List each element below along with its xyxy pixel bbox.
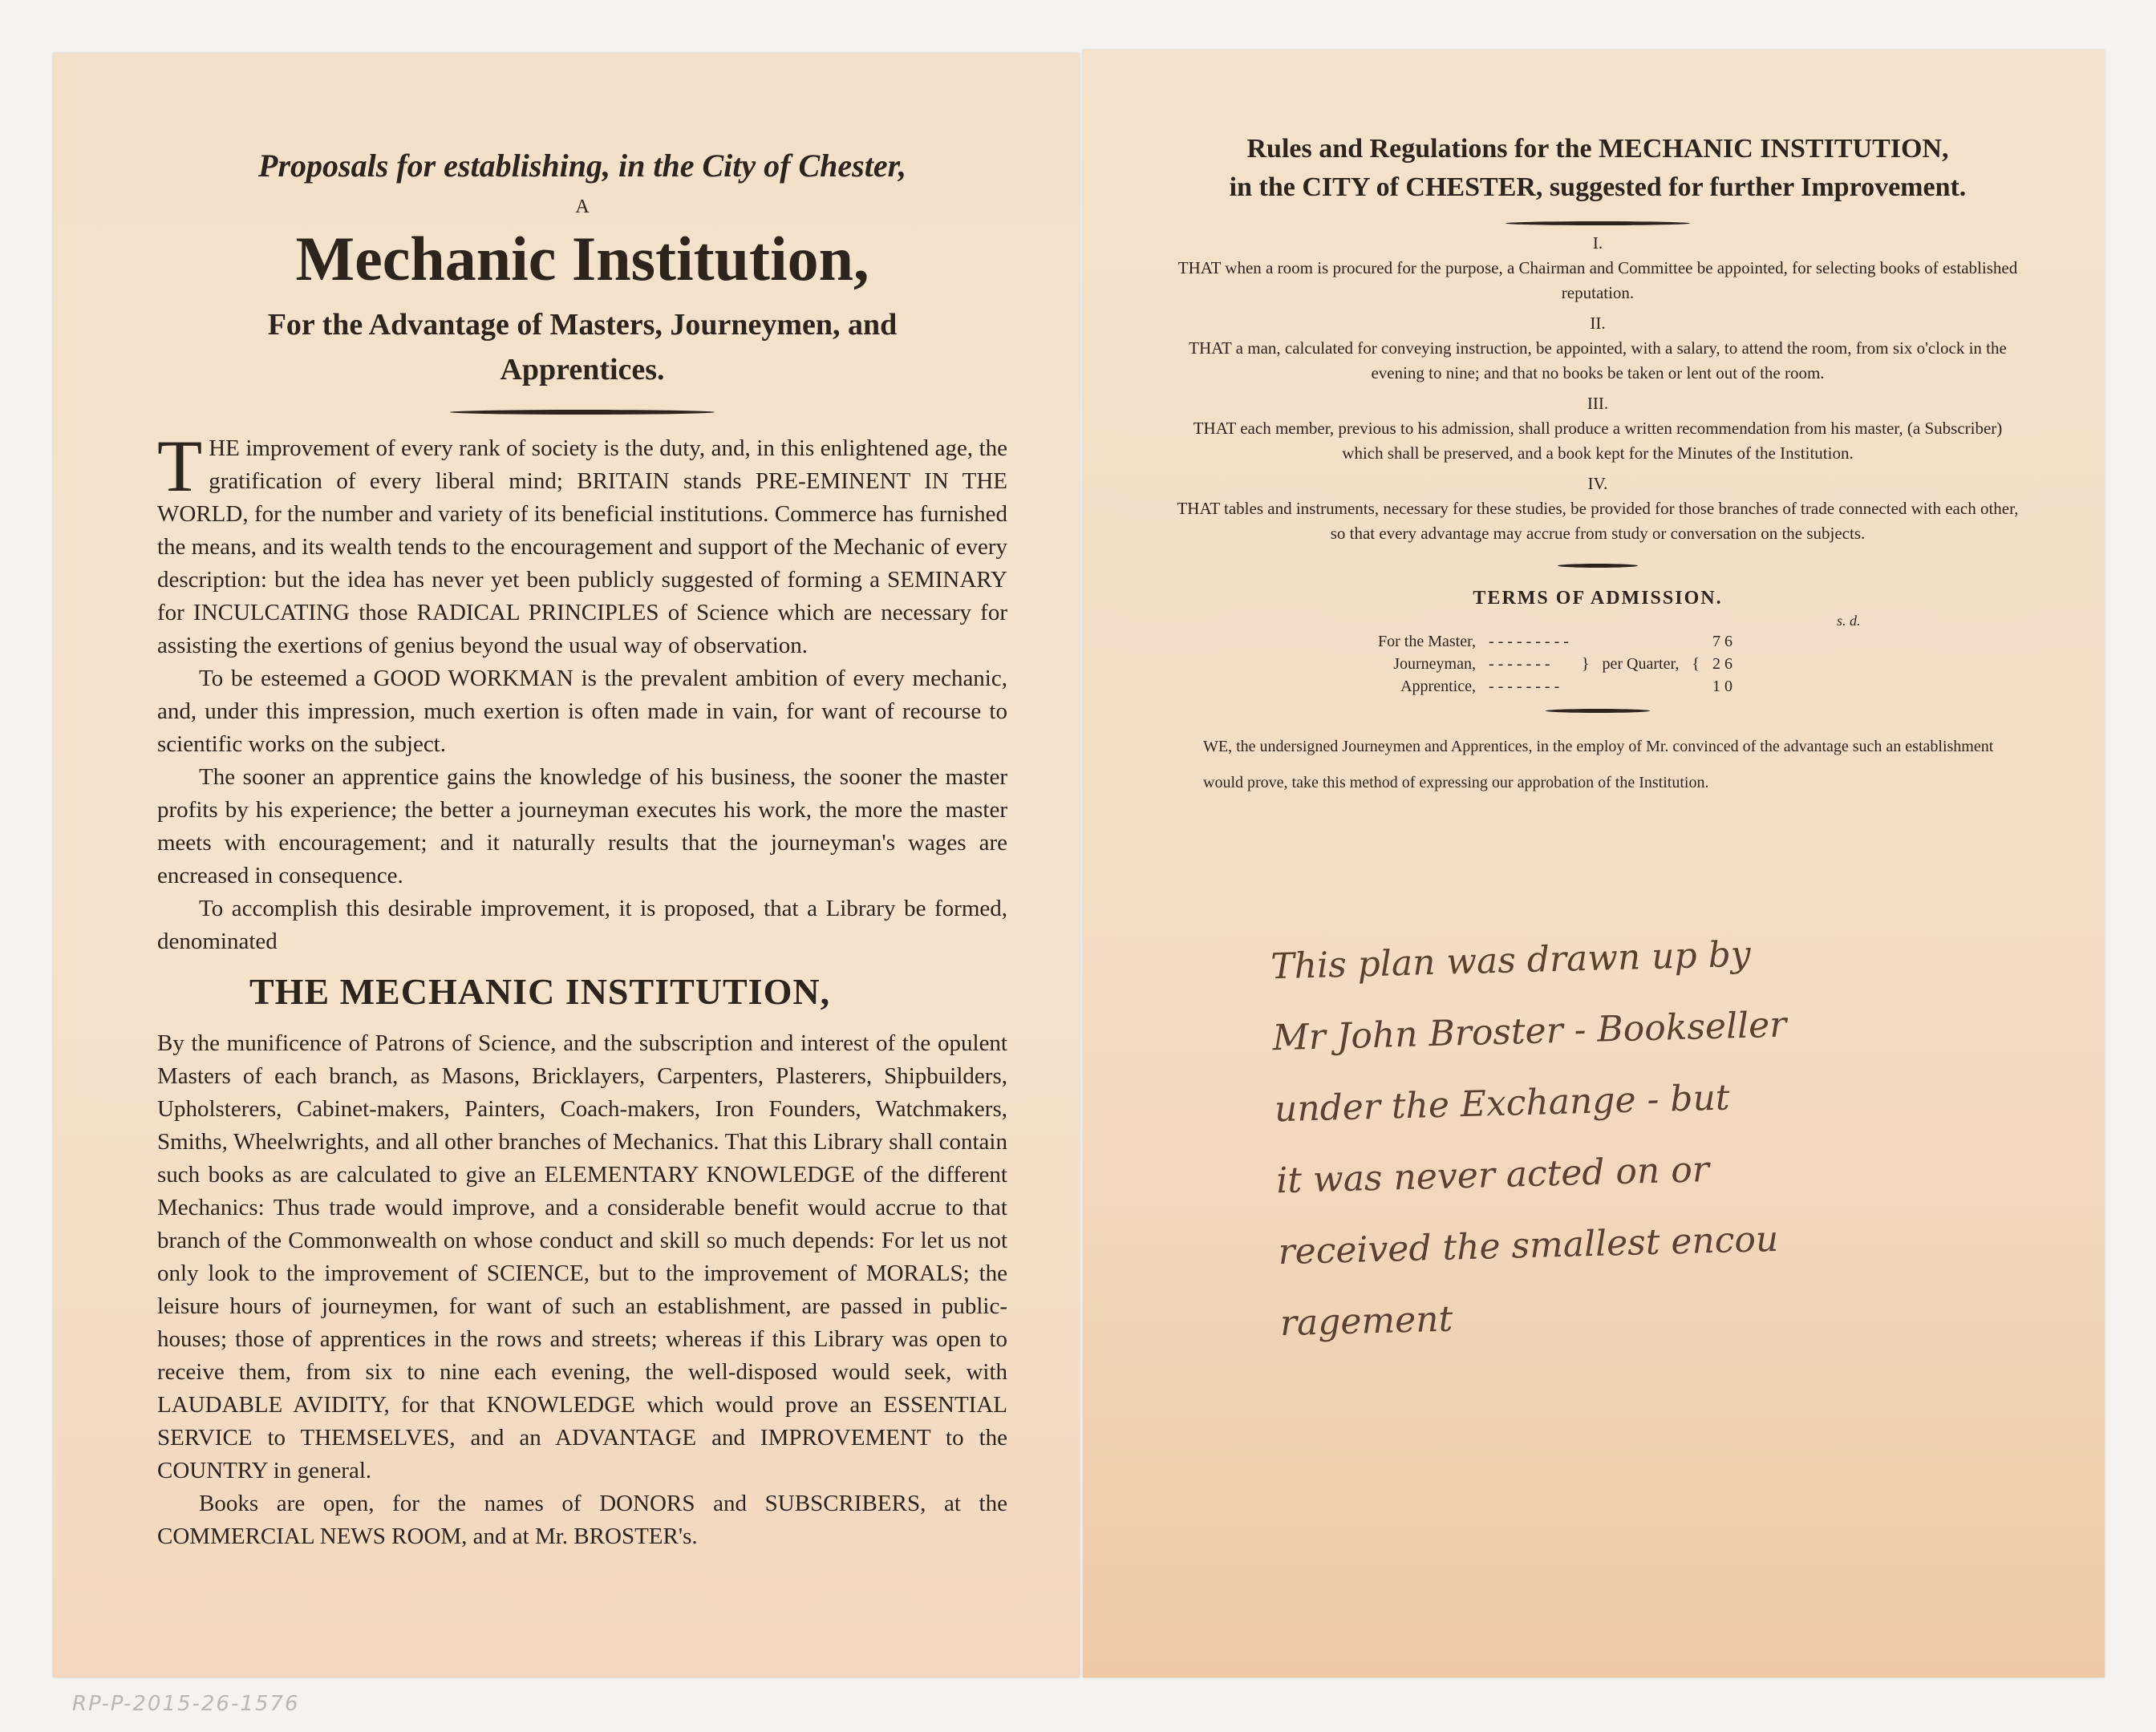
terms-period: per Quarter, [1602,655,1680,673]
ornament-divider [1558,564,1638,568]
handwritten-note [1270,912,2030,1359]
handwritten-line: it was never acted on or [1275,1149,1710,1202]
rule-number: I. [1592,233,1603,253]
accession-number: RP-P-2015-26-1576 [72,1692,300,1716]
subtitle: For the Advantage of Masters, Journeymen, and Apprentices. [267,308,898,386]
handwritten-line: Mr John Broster - Bookseller [1271,1004,1787,1059]
terms-dots: - - - - - - - [1488,655,1550,673]
handwritten-line: received the smallest encou [1277,1218,1779,1273]
terms-title: TERMS OF ADMISSION. [1473,588,1723,609]
rule-number: III. [1587,394,1609,413]
terms-label: Apprentice, [1400,678,1476,695]
paragraph: To be esteemed a GOOD WORKMAN is the prevalent ambition of every mechanic, and, under this impression, much exertion is often made in vain, for want of recourse to scientific works on the subject. [157,666,1007,757]
paragraph: HE improvement of every rank of society is the duty, and, in this enlightened age, the gratification of every liberal mind; BRITAIN stands PRE-EMINENT IN THE WORLD, for the number and variety of its beneficial institutions. Commerce has furnished the means, and its wealth tends to the encouragement and support of the Mechanic of every description: but the idea has never yet been publicly suggested of forming a SEMINARY for INCULCATING those RADICAL PRINCIPLES of Science which are necessary for assisting the exertions of genius beyond the usual way of observation. [157,435,1007,658]
rule-text: THAT when a room is procured for the purpose, a Chairman and Committee be appointed, for selecting books of established reputation. [1177,258,2018,302]
handwritten-line: This plan was drawn up by [1270,933,1752,988]
terms-row [1372,630,1739,653]
undersigned-text: WE, the undersigned Journeymen and Apprentices, in the employ of Mr. convinced of the advantage such an establishment would prove, take this method of expressing our approbation of the Institution. [1203,738,1994,791]
main-title: Mechanic Institution, [295,224,869,293]
right-page [1083,50,2105,1677]
drop-cap: T [157,425,203,507]
rules-list [1171,232,2024,546]
terms-table [1372,630,1739,698]
terms-dots: - - - - - - - - - [1488,633,1569,650]
terms-label: Journeyman, [1393,655,1476,673]
rules-title-line: in the CITY of CHESTER, suggested for further Improvement. [1229,172,1967,202]
terms-header: s. d. [1837,613,1861,629]
paragraph: The sooner an apprentice gains the knowledge of his business, the sooner the master profits by his experience; the better a journeyman executes his work, the more the master meets with encouragement; and it naturally results that the journeyman's wages are encreased in consequence. [157,764,1007,888]
terms-amount: 2 6 [1712,655,1732,673]
rule-number: IV. [1587,474,1608,493]
rules-title [1171,130,2024,207]
terms-label: For the Master, [1378,633,1476,650]
article: A [575,196,590,217]
rule-text: THAT each member, previous to his admission, shall produce a written recommendation from his master, (a Subscriber) which shall be preserved, and a book kept for the Minutes of the Institution. [1193,419,2003,463]
terms-amount: 7 6 [1712,633,1732,650]
paragraph: Books are open, for the names of DONORS and SUBSCRIBERS, at the COMMERCIAL NEWS ROOM, and at Mr. BROSTER's. [157,1491,1007,1549]
rule-text: THAT a man, calculated for conveying instruction, be appointed, with a salary, to attend the room, from six o'clock in the evening to nine; and that no books be taken or lent out of the room. [1189,338,2007,382]
brace-right: } [1581,655,1590,673]
rules-title-line: Rules and Regulations for the MECHANIC INSTITUTION, [1246,134,1949,164]
ornament-divider [450,410,715,415]
terms-dots: - - - - - - - - [1488,678,1560,695]
body-text-intro [157,425,1007,958]
section-title: THE MECHANIC INSTITUTION, [249,971,831,1012]
paragraph: To accomplish this desirable improvement, it is proposed, that a Library be formed, denominated [157,896,1007,954]
ornament-divider [1506,221,1690,225]
handwritten-line: ragement [1279,1298,1453,1345]
left-page [53,53,1080,1677]
rule-text: THAT tables and instruments, necessary for these studies, be provided for those branches of trade connected with each other, so that every advantage may accrue from study or conversation on the subjects. [1177,499,2019,543]
brace-left: { [1692,655,1700,673]
rule-number: II. [1590,314,1606,333]
handwritten-line: under the Exchange - but [1274,1077,1731,1131]
terms-amount: 1 0 [1712,678,1732,695]
paragraph: By the munificence of Patrons of Science, and the subscription and interest of the opulent Masters of each branch, as Masons, Bricklayers, Carpenters, Plasterers, Shipbuilders, Upholsterers, Cabinet-makers, Painters, Coach-makers, Iron Founders, Watchmakers, Smiths, Wheelwrights, and all other branches of Mechanics. That this Library shall contain such books as are calculated to give an ELEMENTARY KNOWLEDGE of the different Mechanics: Thus trade would improve, and a considerable benefit would accrue to that branch of the Commonwealth on whose conduct and skill so much depends: For let us not only look to the improvement of SCIENCE, but to the improvement of MORALS; the leisure hours of journeymen, for want of such an establishment, are passed in public-houses; those of apprentices in the rows and streets; whereas if this Library was open to receive them, from six to nine each evening, the well-disposed would seek, with LAUDABLE AVIDITY, for that KNOWLEDGE which would prove an ESSENTIAL SERVICE to THEMSELVES, and an ADVANTAGE and IMPROVEMENT to the COUNTRY in general. [157,1030,1007,1483]
heading-line: Proposals for establishing, in the City of Chester, [258,148,906,184]
body-text-institution [157,1027,1007,1553]
ornament-divider [1546,709,1650,713]
